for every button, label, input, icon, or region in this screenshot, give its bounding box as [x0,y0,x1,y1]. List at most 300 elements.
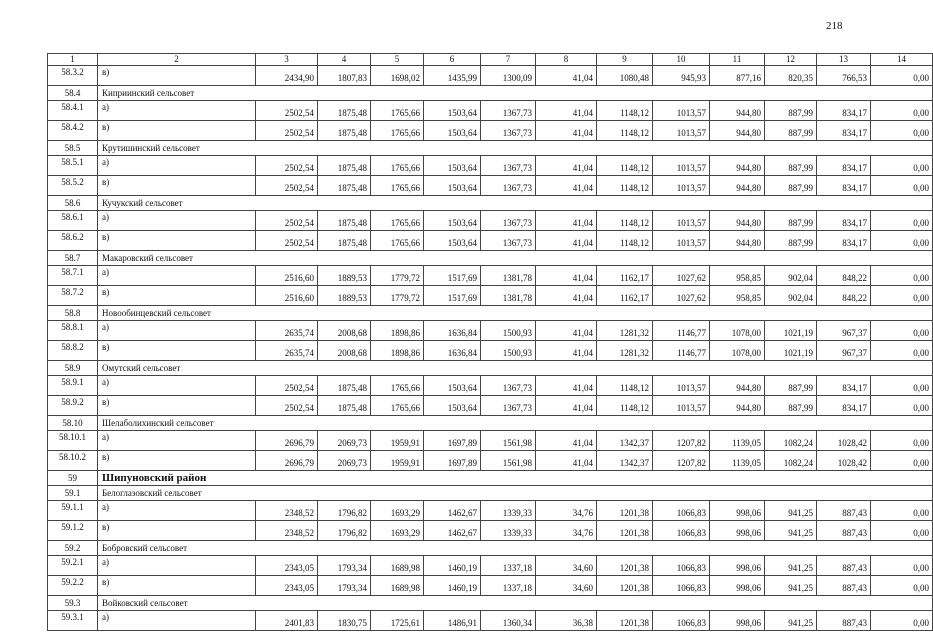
value-cell: 1281,32 [597,321,653,341]
column-header: 14 [871,54,933,66]
value-cell: 1066,83 [653,576,710,596]
value-cell: 0,00 [871,286,933,306]
column-header: 9 [597,54,653,66]
value-cell: 0,00 [871,576,933,596]
row-code: 58.6 [48,196,98,211]
value-cell: 1689,98 [371,556,424,576]
value-cell: 1765,66 [371,376,424,396]
row-code: 58.10.1 [48,431,98,451]
value-cell: 0,00 [871,611,933,631]
row-subitem: а) [98,321,256,341]
row-code: 59.3.1 [48,611,98,631]
value-cell: 1148,12 [597,231,653,251]
section-name: Войковский сельсовет [98,596,933,611]
table-row [48,611,933,631]
row-subitem: в) [98,176,256,196]
value-cell: 998,06 [710,501,765,521]
row-subitem: а) [98,431,256,451]
row-subitem: а) [98,211,256,231]
value-cell: 2434,90 [256,66,318,86]
value-cell: 2069,73 [318,431,371,451]
value-cell: 1517,69 [424,266,481,286]
value-cell: 944,80 [710,176,765,196]
table-row [48,501,933,521]
value-cell: 1342,37 [597,451,653,471]
page-number: 218 [826,20,843,32]
value-cell: 1013,57 [653,176,710,196]
value-cell: 2696,79 [256,431,318,451]
value-cell: 1807,83 [318,66,371,86]
row-code: 58.4 [48,86,98,101]
value-cell: 1013,57 [653,121,710,141]
value-cell: 1013,57 [653,396,710,416]
value-cell: 1875,48 [318,211,371,231]
section-name: Омутский сельсовет [98,361,933,376]
value-cell: 848,22 [817,266,871,286]
value-cell: 887,99 [765,101,817,121]
value-cell: 0,00 [871,556,933,576]
value-cell: 1139,05 [710,431,765,451]
value-cell: 2008,68 [318,321,371,341]
row-code: 59.1.2 [48,521,98,541]
value-cell: 941,25 [765,576,817,596]
value-cell: 1503,64 [424,211,481,231]
value-cell: 1959,91 [371,431,424,451]
table-row [48,121,933,141]
value-cell: 1875,48 [318,231,371,251]
value-cell: 1013,57 [653,156,710,176]
value-cell: 41,04 [536,286,597,306]
value-cell: 834,17 [817,376,871,396]
value-cell: 1503,64 [424,396,481,416]
value-cell: 41,04 [536,396,597,416]
value-cell: 941,25 [765,611,817,631]
row-code: 58.7.2 [48,286,98,306]
value-cell: 1462,67 [424,501,481,521]
value-cell: 834,17 [817,101,871,121]
value-cell: 1028,42 [817,431,871,451]
value-cell: 1765,66 [371,211,424,231]
value-cell: 1360,34 [481,611,536,631]
value-cell: 766,53 [817,66,871,86]
value-cell: 1561,98 [481,431,536,451]
value-cell: 944,80 [710,156,765,176]
value-cell: 1697,89 [424,431,481,451]
section-row [48,251,933,266]
value-cell: 1959,91 [371,451,424,471]
value-cell: 1765,66 [371,156,424,176]
value-cell: 1875,48 [318,156,371,176]
value-cell: 1503,64 [424,156,481,176]
row-code: 58.10 [48,416,98,431]
value-cell: 998,06 [710,521,765,541]
value-cell: 0,00 [871,176,933,196]
value-cell: 1367,73 [481,231,536,251]
value-cell: 41,04 [536,66,597,86]
value-cell: 1148,12 [597,211,653,231]
value-cell: 0,00 [871,521,933,541]
value-cell: 2343,05 [256,556,318,576]
value-cell: 1636,84 [424,341,481,361]
section-name: Белоглазовский сельсовет [98,486,933,501]
value-cell: 1066,83 [653,611,710,631]
value-cell: 1898,86 [371,341,424,361]
row-subitem: в) [98,231,256,251]
value-cell: 1698,02 [371,66,424,86]
value-cell: 998,06 [710,611,765,631]
row-subitem: а) [98,501,256,521]
value-cell: 34,60 [536,576,597,596]
value-cell: 1697,89 [424,451,481,471]
value-cell: 41,04 [536,176,597,196]
value-cell: 2343,05 [256,576,318,596]
value-cell: 1875,48 [318,101,371,121]
value-cell: 1367,73 [481,156,536,176]
value-cell: 1148,12 [597,396,653,416]
row-code: 59.2 [48,541,98,556]
row-subitem: в) [98,121,256,141]
table-row [48,396,933,416]
value-cell: 1148,12 [597,176,653,196]
value-cell: 834,17 [817,396,871,416]
value-cell: 1561,98 [481,451,536,471]
table-row [48,321,933,341]
value-cell: 1503,64 [424,231,481,251]
row-subitem: а) [98,611,256,631]
row-code: 58.9 [48,361,98,376]
value-cell: 1082,24 [765,431,817,451]
value-cell: 944,80 [710,101,765,121]
row-code: 59 [48,471,98,486]
value-cell: 1337,18 [481,576,536,596]
row-code: 58.7.1 [48,266,98,286]
value-cell: 1796,82 [318,501,371,521]
value-cell: 1028,42 [817,451,871,471]
value-cell: 1898,86 [371,321,424,341]
value-cell: 887,99 [765,121,817,141]
value-cell: 958,85 [710,286,765,306]
row-code: 58.5.2 [48,176,98,196]
value-cell: 0,00 [871,501,933,521]
value-cell: 34,76 [536,501,597,521]
value-cell: 1367,73 [481,121,536,141]
value-cell: 887,99 [765,376,817,396]
value-cell: 41,04 [536,211,597,231]
row-code: 58.8 [48,306,98,321]
section-name: Шелаболихинский сельсовет [98,416,933,431]
table-row [48,156,933,176]
row-subitem: в) [98,521,256,541]
section-row [48,541,933,556]
value-cell: 1875,48 [318,176,371,196]
value-cell: 1013,57 [653,101,710,121]
value-cell: 902,04 [765,286,817,306]
header-row [48,54,933,66]
value-cell: 834,17 [817,176,871,196]
row-code: 59.3 [48,596,98,611]
tariff-table [47,53,933,631]
value-cell: 1693,29 [371,521,424,541]
value-cell: 41,04 [536,376,597,396]
table-row [48,176,933,196]
value-cell: 2008,68 [318,341,371,361]
value-cell: 1503,64 [424,376,481,396]
column-header: 5 [371,54,424,66]
column-header: 10 [653,54,710,66]
column-header: 8 [536,54,597,66]
value-cell: 2502,54 [256,121,318,141]
value-cell: 2502,54 [256,396,318,416]
value-cell: 0,00 [871,231,933,251]
value-cell: 41,04 [536,451,597,471]
row-subitem: в) [98,576,256,596]
row-subitem: а) [98,556,256,576]
value-cell: 1765,66 [371,121,424,141]
value-cell: 2502,54 [256,156,318,176]
value-cell: 1367,73 [481,176,536,196]
district-row [48,471,933,486]
value-cell: 1078,00 [710,321,765,341]
value-cell: 1013,57 [653,231,710,251]
value-cell: 1889,53 [318,286,371,306]
row-subitem: в) [98,341,256,361]
value-cell: 1339,33 [481,501,536,521]
value-cell: 1367,73 [481,396,536,416]
row-code: 58.4.2 [48,121,98,141]
value-cell: 2696,79 [256,451,318,471]
value-cell: 1201,38 [597,611,653,631]
table-row [48,101,933,121]
row-subitem: а) [98,376,256,396]
value-cell: 887,99 [765,396,817,416]
value-cell: 967,37 [817,341,871,361]
value-cell: 998,06 [710,576,765,596]
value-cell: 1793,34 [318,576,371,596]
value-cell: 1337,18 [481,556,536,576]
value-cell: 0,00 [871,121,933,141]
value-cell: 834,17 [817,231,871,251]
value-cell: 41,04 [536,231,597,251]
value-cell: 2502,54 [256,176,318,196]
value-cell: 1796,82 [318,521,371,541]
value-cell: 1636,84 [424,321,481,341]
value-cell: 1765,66 [371,101,424,121]
value-cell: 41,04 [536,321,597,341]
value-cell: 1139,05 [710,451,765,471]
table-body [48,54,933,631]
value-cell: 0,00 [871,341,933,361]
value-cell: 2516,60 [256,266,318,286]
value-cell: 1725,61 [371,611,424,631]
value-cell: 1381,78 [481,266,536,286]
value-cell: 944,80 [710,396,765,416]
value-cell: 834,17 [817,211,871,231]
value-cell: 1765,66 [371,176,424,196]
value-cell: 41,04 [536,266,597,286]
section-row [48,361,933,376]
value-cell: 0,00 [871,451,933,471]
column-header: 6 [424,54,481,66]
value-cell: 2502,54 [256,376,318,396]
row-code: 58.6.2 [48,231,98,251]
value-cell: 1517,69 [424,286,481,306]
value-cell: 0,00 [871,396,933,416]
row-code: 59.2.1 [48,556,98,576]
value-cell: 834,17 [817,121,871,141]
value-cell: 1013,57 [653,211,710,231]
value-cell: 945,93 [653,66,710,86]
value-cell: 1367,73 [481,101,536,121]
value-cell: 0,00 [871,101,933,121]
value-cell: 1162,17 [597,266,653,286]
value-cell: 967,37 [817,321,871,341]
value-cell: 1503,64 [424,176,481,196]
table-row [48,286,933,306]
row-subitem: в) [98,66,256,86]
row-code: 58.3.2 [48,66,98,86]
district-name: Шипуновский район [98,471,933,486]
section-name: Крутишинский сельсовет [98,141,933,156]
row-code: 58.8.1 [48,321,98,341]
table-row [48,576,933,596]
value-cell: 41,04 [536,121,597,141]
value-cell: 1689,98 [371,576,424,596]
row-code: 58.6.1 [48,211,98,231]
value-cell: 41,04 [536,431,597,451]
value-cell: 1013,57 [653,376,710,396]
row-subitem: а) [98,266,256,286]
value-cell: 41,04 [536,341,597,361]
value-cell: 1793,34 [318,556,371,576]
value-cell: 1148,12 [597,156,653,176]
value-cell: 1503,64 [424,121,481,141]
value-cell: 1875,48 [318,121,371,141]
value-cell: 887,43 [817,501,871,521]
table-row [48,231,933,251]
value-cell: 944,80 [710,121,765,141]
value-cell: 1765,66 [371,231,424,251]
row-code: 58.10.2 [48,451,98,471]
value-cell: 1021,19 [765,321,817,341]
value-cell: 1460,19 [424,576,481,596]
section-name: Макаровский сельсовет [98,251,933,266]
value-cell: 34,60 [536,556,597,576]
value-cell: 1342,37 [597,431,653,451]
row-code: 58.5 [48,141,98,156]
value-cell: 0,00 [871,266,933,286]
value-cell: 944,80 [710,211,765,231]
value-cell: 1503,64 [424,101,481,121]
value-cell: 1830,75 [318,611,371,631]
row-code: 59.1 [48,486,98,501]
row-code: 58.5.1 [48,156,98,176]
section-name: Киприинский сельсовет [98,86,933,101]
value-cell: 1779,72 [371,266,424,286]
value-cell: 1162,17 [597,286,653,306]
value-cell: 944,80 [710,376,765,396]
table-row [48,521,933,541]
value-cell: 944,80 [710,231,765,251]
column-header: 3 [256,54,318,66]
value-cell: 1078,00 [710,341,765,361]
value-cell: 2348,52 [256,501,318,521]
value-cell: 1435,99 [424,66,481,86]
row-subitem: а) [98,156,256,176]
table-row [48,431,933,451]
value-cell: 1281,32 [597,341,653,361]
value-cell: 1765,66 [371,396,424,416]
section-row [48,306,933,321]
column-header: 4 [318,54,371,66]
value-cell: 1027,62 [653,286,710,306]
row-code: 59.2.2 [48,576,98,596]
value-cell: 1146,77 [653,321,710,341]
section-row [48,141,933,156]
value-cell: 1080,48 [597,66,653,86]
value-cell: 0,00 [871,211,933,231]
value-cell: 2069,73 [318,451,371,471]
value-cell: 41,04 [536,101,597,121]
value-cell: 1082,24 [765,451,817,471]
value-cell: 1500,93 [481,321,536,341]
value-cell: 941,25 [765,556,817,576]
column-header: 11 [710,54,765,66]
value-cell: 1201,38 [597,576,653,596]
section-name: Кучукский сельсовет [98,196,933,211]
section-row [48,416,933,431]
value-cell: 1066,83 [653,521,710,541]
value-cell: 887,99 [765,211,817,231]
section-row [48,86,933,101]
value-cell: 1462,67 [424,521,481,541]
value-cell: 1500,93 [481,341,536,361]
value-cell: 1381,78 [481,286,536,306]
row-code: 58.4.1 [48,101,98,121]
value-cell: 1367,73 [481,211,536,231]
value-cell: 2516,60 [256,286,318,306]
value-cell: 877,16 [710,66,765,86]
value-cell: 848,22 [817,286,871,306]
table-row [48,376,933,396]
value-cell: 0,00 [871,431,933,451]
section-row [48,486,933,501]
value-cell: 0,00 [871,156,933,176]
value-cell: 1693,29 [371,501,424,521]
value-cell: 2635,74 [256,321,318,341]
section-row [48,596,933,611]
column-header: 12 [765,54,817,66]
value-cell: 2502,54 [256,211,318,231]
table-row [48,556,933,576]
value-cell: 0,00 [871,66,933,86]
row-code: 58.8.2 [48,341,98,361]
value-cell: 1875,48 [318,396,371,416]
value-cell: 2502,54 [256,231,318,251]
value-cell: 1148,12 [597,121,653,141]
row-code: 58.9.2 [48,396,98,416]
value-cell: 1300,09 [481,66,536,86]
row-subitem: в) [98,451,256,471]
value-cell: 1201,38 [597,556,653,576]
value-cell: 1207,82 [653,451,710,471]
table-row [48,341,933,361]
value-cell: 2348,52 [256,521,318,541]
value-cell: 887,43 [817,556,871,576]
value-cell: 36,38 [536,611,597,631]
table-row [48,66,933,86]
row-code: 59.1.1 [48,501,98,521]
value-cell: 2635,74 [256,341,318,361]
